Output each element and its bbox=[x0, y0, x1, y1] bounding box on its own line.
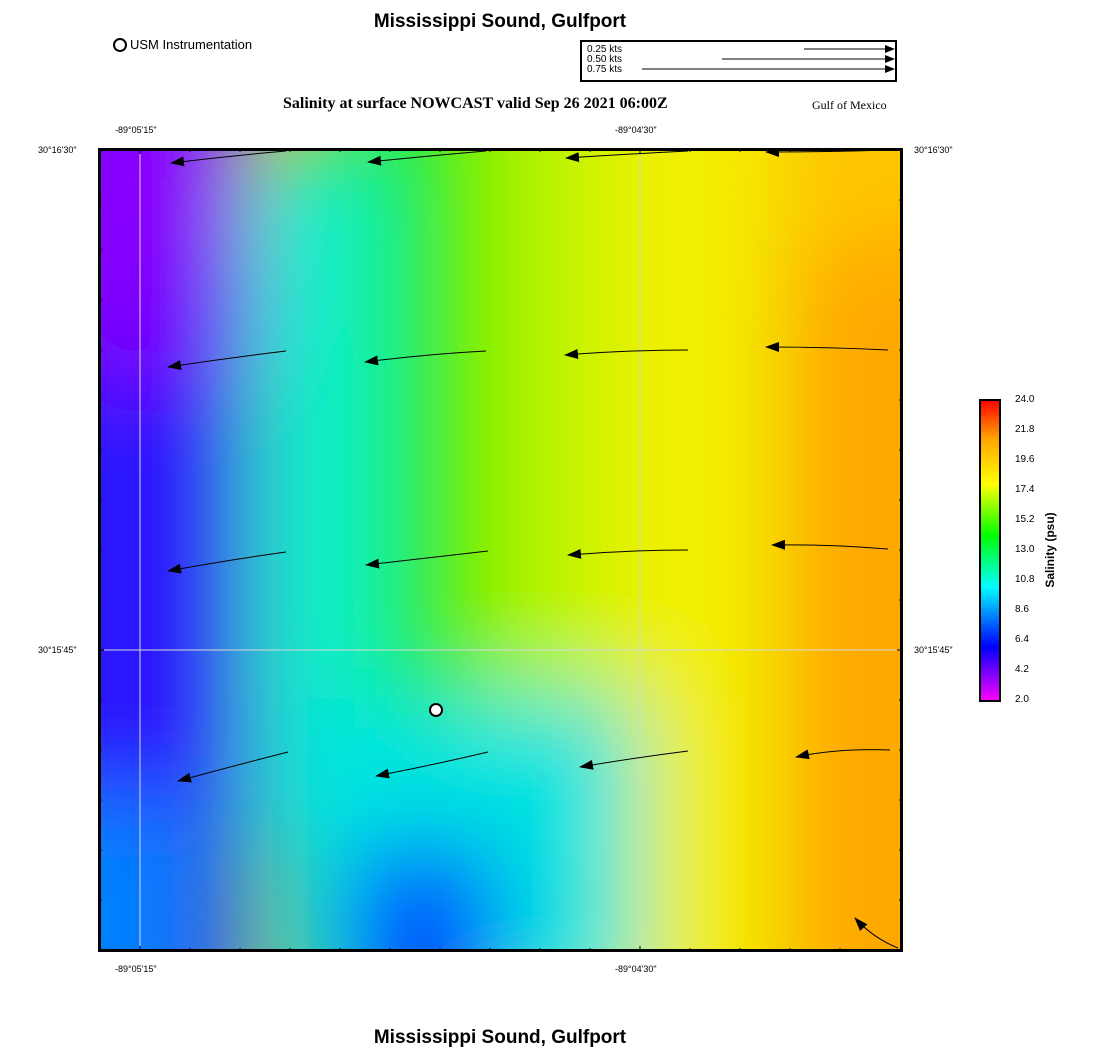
colorbar-tick: 21.8 bbox=[1015, 424, 1035, 435]
lat-label-right-1: 30°16'30" bbox=[914, 145, 953, 155]
colorbar-tick: 4.2 bbox=[1015, 664, 1029, 675]
lon-label-bottom-2: -89°04'30" bbox=[615, 964, 657, 974]
lat-label-right-2: 30°15'45" bbox=[914, 645, 953, 655]
map-title: Mississippi Sound, Gulfport bbox=[373, 11, 627, 32]
map-subtitle: Salinity at surface NOWCAST valid Sep 26 2021 06:00Z bbox=[283, 95, 668, 112]
colorbar-tick: 10.8 bbox=[1015, 574, 1035, 585]
station-legend bbox=[113, 37, 252, 52]
colorbar-tick: 8.6 bbox=[1015, 604, 1029, 615]
colorbar-tick: 15.2 bbox=[1015, 514, 1035, 525]
colorbar-tick: 6.4 bbox=[1015, 634, 1029, 645]
salinity-field bbox=[98, 148, 903, 952]
lat-label-left-2: 30°15'45" bbox=[38, 645, 77, 655]
scale-arrows bbox=[582, 42, 895, 80]
colorbar-label: Salinity (psu) bbox=[1043, 512, 1057, 588]
scale-label-2: 0.50 kts bbox=[587, 54, 623, 65]
station-legend-label: USM Instrumentation bbox=[130, 37, 253, 52]
scale-label-3: 0.75 kts bbox=[587, 64, 623, 75]
colorbar bbox=[978, 398, 1002, 703]
usm-station-marker[interactable] bbox=[430, 704, 442, 716]
colorbar-tick: 13.0 bbox=[1015, 544, 1035, 555]
colorbar-tick: 2.0 bbox=[1015, 694, 1029, 705]
region-label: Gulf of Mexico bbox=[812, 98, 887, 112]
salinity-map[interactable] bbox=[98, 148, 903, 952]
scale-label-1: 0.25 kts bbox=[587, 44, 623, 55]
lon-label-top-2: -89°04'30" bbox=[615, 125, 657, 135]
colorbar-tick: 24.0 bbox=[1015, 394, 1035, 405]
colorbar-tick: 17.4 bbox=[1015, 484, 1035, 495]
station-marker-icon bbox=[113, 38, 127, 52]
colorbar-tick: 19.6 bbox=[1015, 454, 1035, 465]
colorbar-gradient bbox=[980, 400, 1000, 701]
lon-label-top-1: -89°05'15" bbox=[115, 125, 157, 135]
lat-label-left-1: 30°16'30" bbox=[38, 145, 77, 155]
footer-title: Mississippi Sound, Gulfport bbox=[373, 1027, 627, 1048]
lon-label-bottom-1: -89°05'15" bbox=[115, 964, 157, 974]
velocity-scale-legend bbox=[580, 40, 897, 82]
